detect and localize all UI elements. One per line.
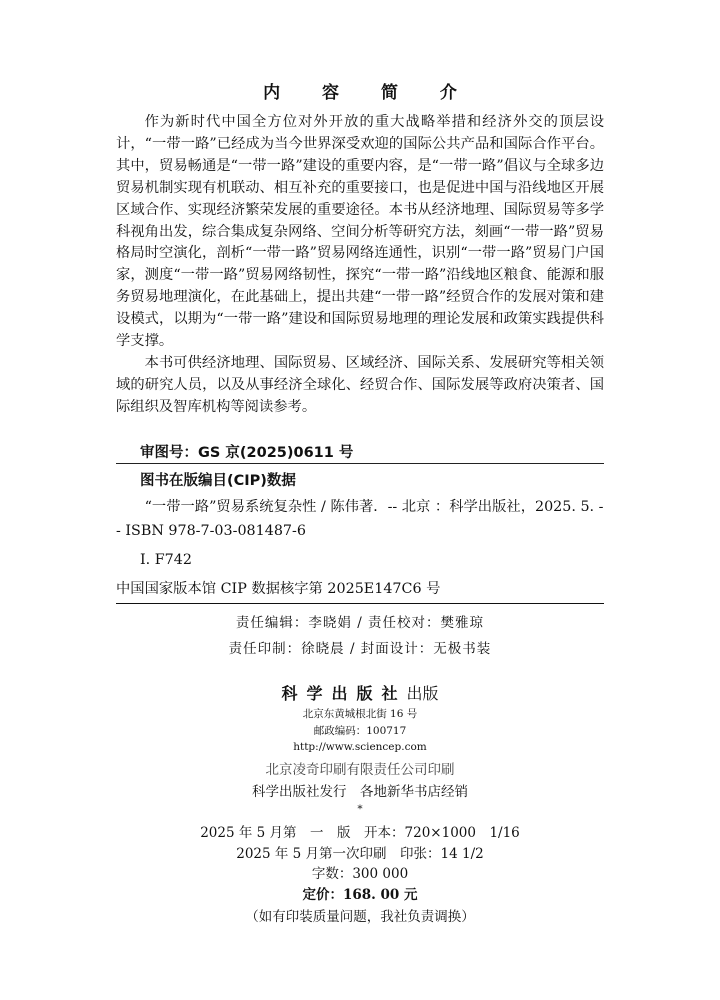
word-count: 字数：300 000 <box>311 866 409 882</box>
publisher-line <box>0 681 720 704</box>
summary-heading: 内 容 简 介 <box>263 83 475 103</box>
summary-paragraph-1: 作为新时代中国全方位对外开放的重大战略举措和经济外交的顶层设计，“一带一路”已经成为当今世界深受欢迎的国际公共产品和国际合作平台。其中，贸易畅通是“一带一路”建设的重要内容，是“一带一路”倡议与全球多边贸易机制实现有机联动、相互补充的重要接口，也是促进中国与沿线地区开展区域合作、实现经济繁荣发展的重要途径。本书从经济地理、国际贸易等多学科视角出发，综合集成复杂网络、空间分析等研究方法，刻画“一带一路”贸易格局时空演化，剖析“一带一路”贸易网络连通性，识别“一带一路”贸易门户国家，测度“一带一路”贸易网络韧性，探究“一带一路”沿线地区粮食、能源和服务贸易地理演化，在此基础上，提出共建“一带一路”经贸合作的发展对策和建设模式，以期为“一带一路”建设和国际贸易地理的理论发展和政策实践提供科学支撑。 <box>116 114 604 350</box>
summary-body <box>116 112 604 419</box>
cip-entry: “一带一路”贸易系统复杂性 / 陈伟著．-- 北京 ：科学出版社，2025. 5. -- ISBN 978-7-03-081487-6 <box>116 499 604 539</box>
staff-printing-design: 责任印制：徐晓晨 / 封面设计：无极书装 <box>228 641 492 657</box>
price: 定价：168. 00 元 <box>302 887 418 903</box>
printing-info: 2025 年 5 月第一次印刷 印张：14 1/2 <box>236 846 484 862</box>
printer: 北京凌奇印刷有限责任公司印刷 <box>265 762 455 778</box>
separator-star: * <box>357 803 363 815</box>
cip-classification: Ⅰ. F742 <box>140 552 192 568</box>
publisher-website: http://www.sciencep.com <box>293 741 427 753</box>
summary-paragraph-2: 本书可供经济地理、国际贸易、区域经济、国际关系、发展研究等相关领域的研究人员，以及从事经济全球化、经贸合作、国际发展等政府决策者、国际组织及智库机构等阅读参考。 <box>116 354 604 415</box>
publisher-address: 北京东黄城根北街 16 号 <box>302 708 418 720</box>
staff-editors: 责任编辑：李晓娟 / 责任校对：樊雅琼 <box>235 615 485 631</box>
quality-note: （如有印装质量问题，我社负责调换） <box>245 909 475 925</box>
divider <box>116 603 604 604</box>
map-approval-number: 审图号：GS 京(2025)0611 号 <box>140 445 354 461</box>
cip-record-number: 中国国家版本馆 CIP 数据核字第 2025E147C6 号 <box>116 581 441 597</box>
divider <box>116 463 604 464</box>
distribution: 科学出版社发行 各地新华书店经销 <box>252 784 468 800</box>
edition-info: 2025 年 5 月第 一 版 开本：720×1000 1/16 <box>200 825 520 841</box>
publisher-brand: 科学出版社 <box>281 684 407 703</box>
publisher-suffix: 出版 <box>406 684 439 703</box>
cip-title: 图书在版编目(CIP)数据 <box>140 473 296 489</box>
publisher-postcode: 邮政编码：100717 <box>313 725 407 737</box>
